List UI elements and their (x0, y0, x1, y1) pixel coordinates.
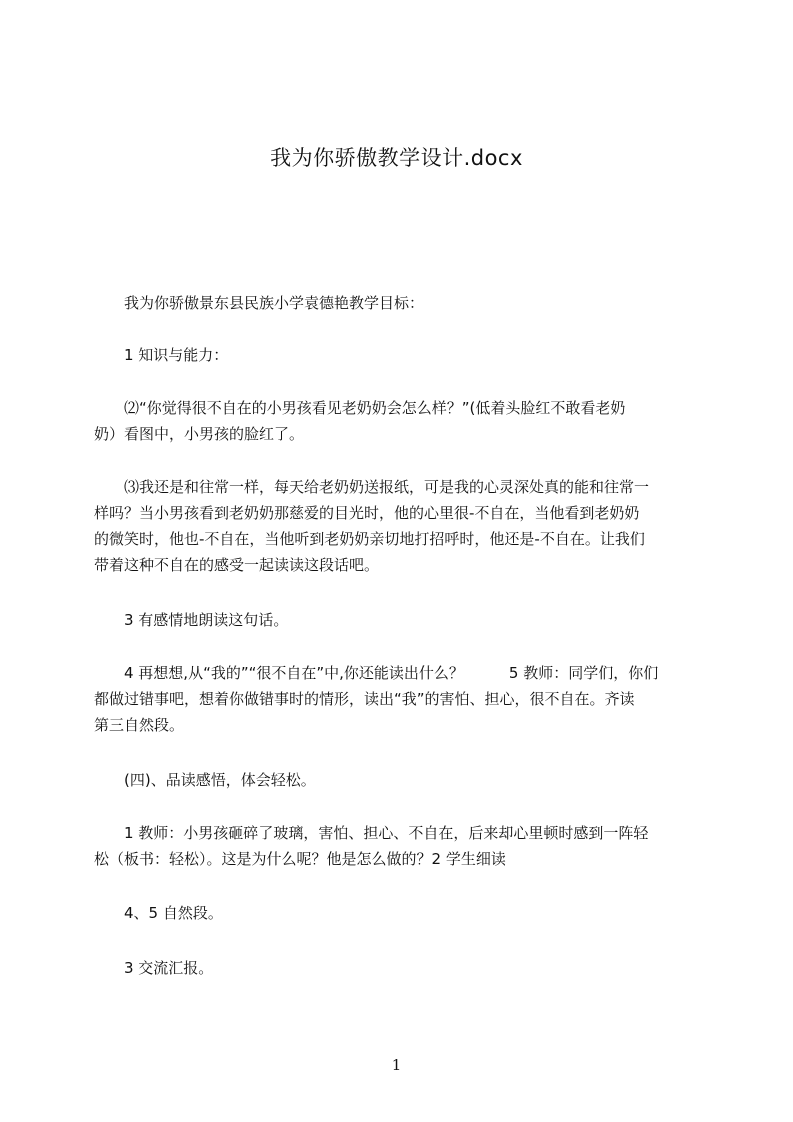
paragraph-item-3 (94, 474, 706, 578)
paragraph-line: 3 交流汇报。 (94, 959, 214, 977)
paragraph-line: 我为你骄傲景东县民族小学袁德艳教学目标： (94, 294, 425, 312)
paragraph-line: 都做过错事吧，想着你做错事时的情形，读出“我”的害怕、担心，很不自在。齐读 (94, 690, 635, 708)
paragraph-line: 1 知识与能力： (94, 346, 229, 364)
paragraph-item-2 (94, 395, 706, 447)
paragraph-teacher-relief (94, 820, 706, 872)
paragraph-line: 3 有感情地朗读这句话。 (94, 611, 289, 629)
paragraph-knowledge-ability (94, 342, 706, 368)
paragraph-line: ⑶我还是和往常一样，每天给老奶奶送报纸，可是我的心灵深处真的能和往常一 (94, 478, 650, 496)
paragraph-section-four (94, 767, 706, 793)
paragraph-line: (四)、品读感悟，体会轻松。 (94, 771, 316, 789)
paragraph-line: 第三自然段。 (94, 716, 185, 734)
paragraph-line: 奶）看图中，小男孩的脸红了。 (94, 425, 305, 443)
paragraph-think-again (94, 660, 706, 738)
paragraph-line: 1 教师：小男孩砸碎了玻璃，害怕、担心、不自在，后来却心里顿时感到一阵轻 (94, 824, 649, 842)
page-number: 1 (391, 1056, 402, 1074)
paragraph-line: 的微笑时，他也-不自在，当他听到老奶奶亲切地打招呼时，他还是-不自在。让我们 (94, 530, 645, 548)
paragraph-line: 样吗？当小男孩看到老奶奶那慈爱的目光时，他的心里很-不自在，当他看到老奶奶 (94, 504, 640, 522)
paragraph-line: 松（板书：轻松）。这是为什么呢？他是怎么做的？2 学生细读 (94, 850, 506, 868)
paragraph-exchange-report (94, 955, 706, 981)
document-title: 我为你骄傲教学设计.docx (270, 146, 523, 170)
paragraph-objectives-heading (94, 290, 706, 316)
paragraph-line: 4 再想想,从“我的”“很不自在”中,你还能读出什么？ 5 教师：同学们，你们 (94, 664, 659, 682)
paragraph-line: 4、5 自然段。 (94, 904, 223, 922)
paragraph-line: ⑵“你觉得很不自在的小男孩看见老奶奶会怎么样？”(低着头脸红不敢看老奶 (94, 399, 626, 417)
paragraph-read-aloud (94, 607, 706, 633)
paragraph-line: 带着这种不自在的感受一起读读这段话吧。 (94, 556, 380, 574)
paragraph-natural-sections (94, 900, 706, 926)
